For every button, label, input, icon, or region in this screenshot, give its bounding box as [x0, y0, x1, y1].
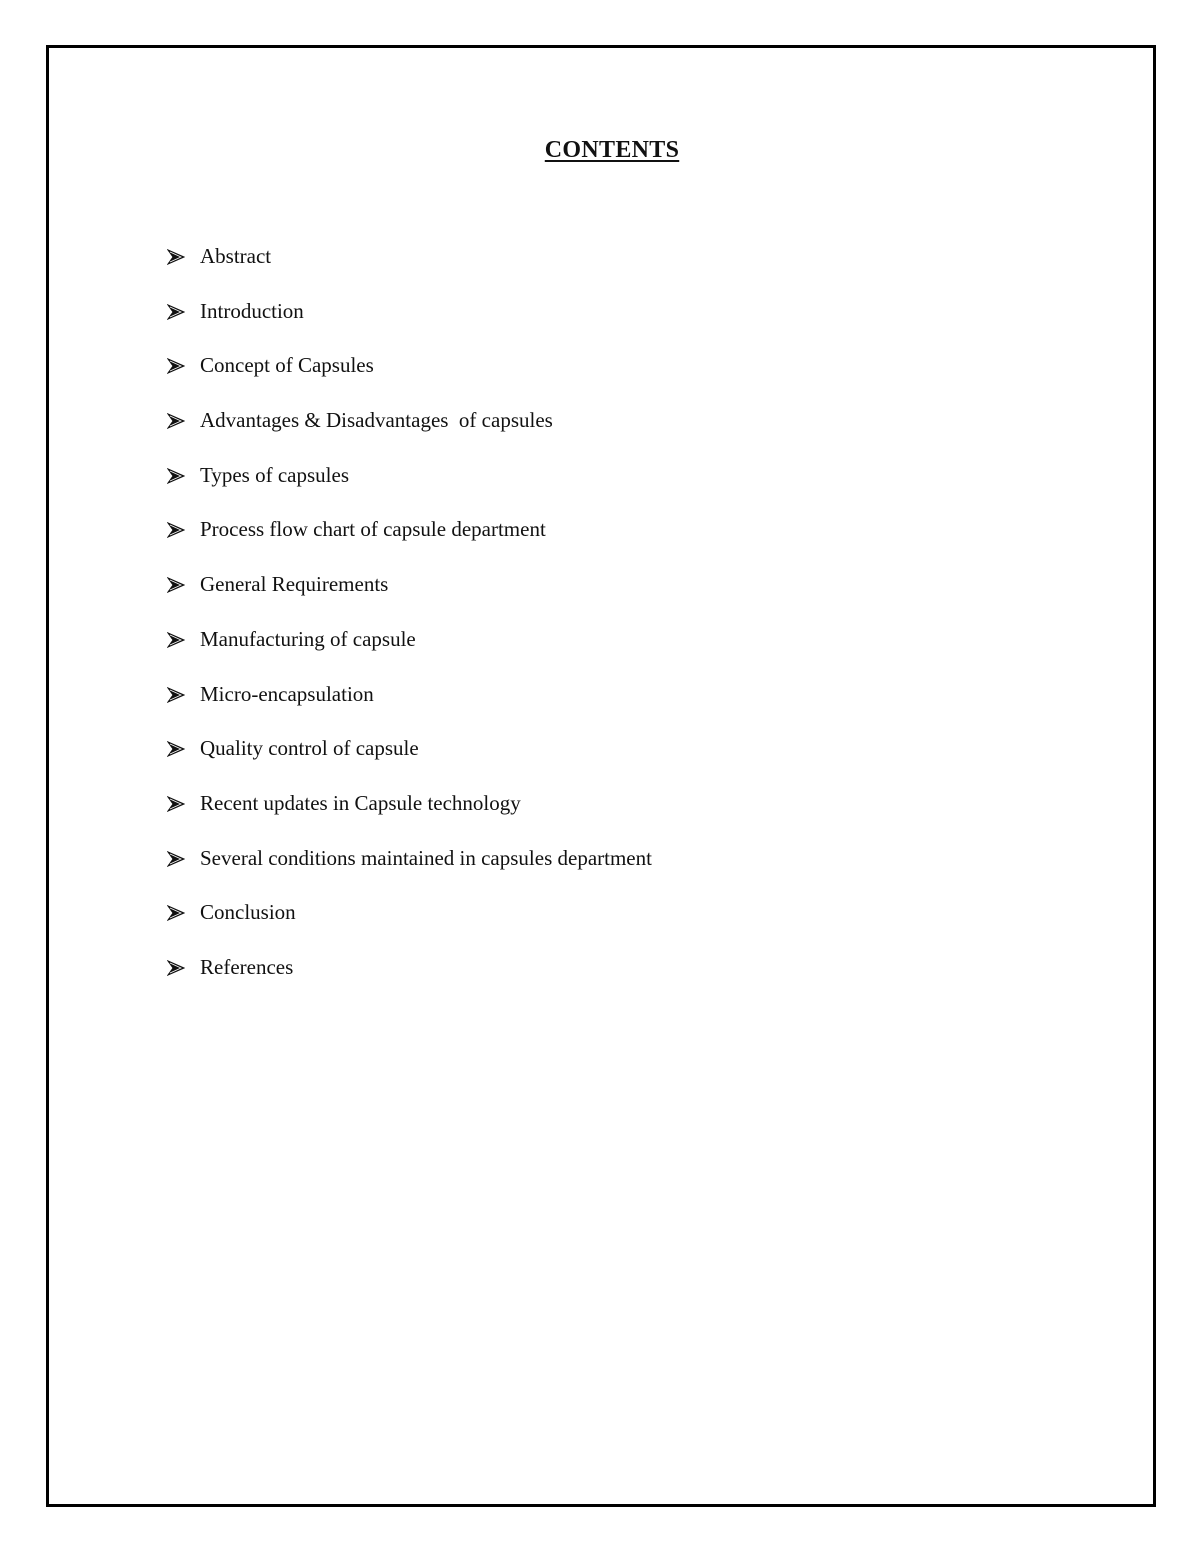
arrowhead-bullet-icon [164, 623, 200, 655]
arrowhead-bullet-icon [164, 896, 200, 928]
arrowhead-bullet-icon [164, 842, 200, 874]
arrowhead-bullet-icon [164, 787, 200, 819]
list-item-label: Quality control of capsule [200, 736, 419, 761]
list-item [164, 459, 652, 514]
arrowhead-bullet-icon [164, 240, 200, 272]
list-item-label: Types of capsules [200, 462, 349, 487]
arrowhead-bullet-icon [164, 459, 200, 491]
arrowhead-bullet-icon [164, 568, 200, 600]
list-item [164, 951, 652, 1006]
arrowhead-bullet-icon [164, 295, 200, 327]
list-item [164, 842, 652, 897]
list-item-label: Concept of Capsules [200, 353, 374, 378]
list-item [164, 568, 652, 623]
list-item-label: General Requirements [200, 572, 389, 597]
arrowhead-bullet-icon [164, 678, 200, 710]
list-item [164, 896, 652, 951]
list-item-label: Advantages & Disadvantages of capsules [200, 408, 553, 433]
list-item-label: Abstract [200, 244, 272, 268]
arrowhead-bullet-icon [164, 732, 200, 764]
arrowhead-bullet-icon [164, 513, 200, 545]
arrowhead-bullet-icon [164, 349, 200, 381]
list-item-label: Recent updates in Capsule technology [200, 790, 521, 815]
list-item [164, 295, 652, 350]
list-item [164, 513, 652, 568]
list-item-label: Several conditions maintained in capsules department [200, 845, 652, 870]
list-item [164, 732, 652, 787]
list-item [164, 678, 652, 733]
list-item [164, 349, 652, 404]
contents-list [164, 240, 652, 1006]
list-item [164, 240, 652, 295]
list-item [164, 787, 652, 842]
list-item-label: Micro-encapsulation [200, 681, 374, 706]
list-item-label: References [200, 954, 294, 979]
list-item [164, 623, 652, 678]
arrowhead-bullet-icon [164, 951, 200, 983]
list-item-label: Introduction [200, 298, 304, 323]
list-item-label: Process flow chart of capsule department [200, 517, 546, 542]
list-item-label: Conclusion [200, 900, 296, 925]
page-title [0, 137, 1200, 164]
list-item [164, 404, 652, 459]
list-item-label: Manufacturing of capsule [200, 626, 416, 651]
arrowhead-bullet-icon [164, 404, 200, 436]
page-title-text: CONTENTS [544, 137, 680, 163]
